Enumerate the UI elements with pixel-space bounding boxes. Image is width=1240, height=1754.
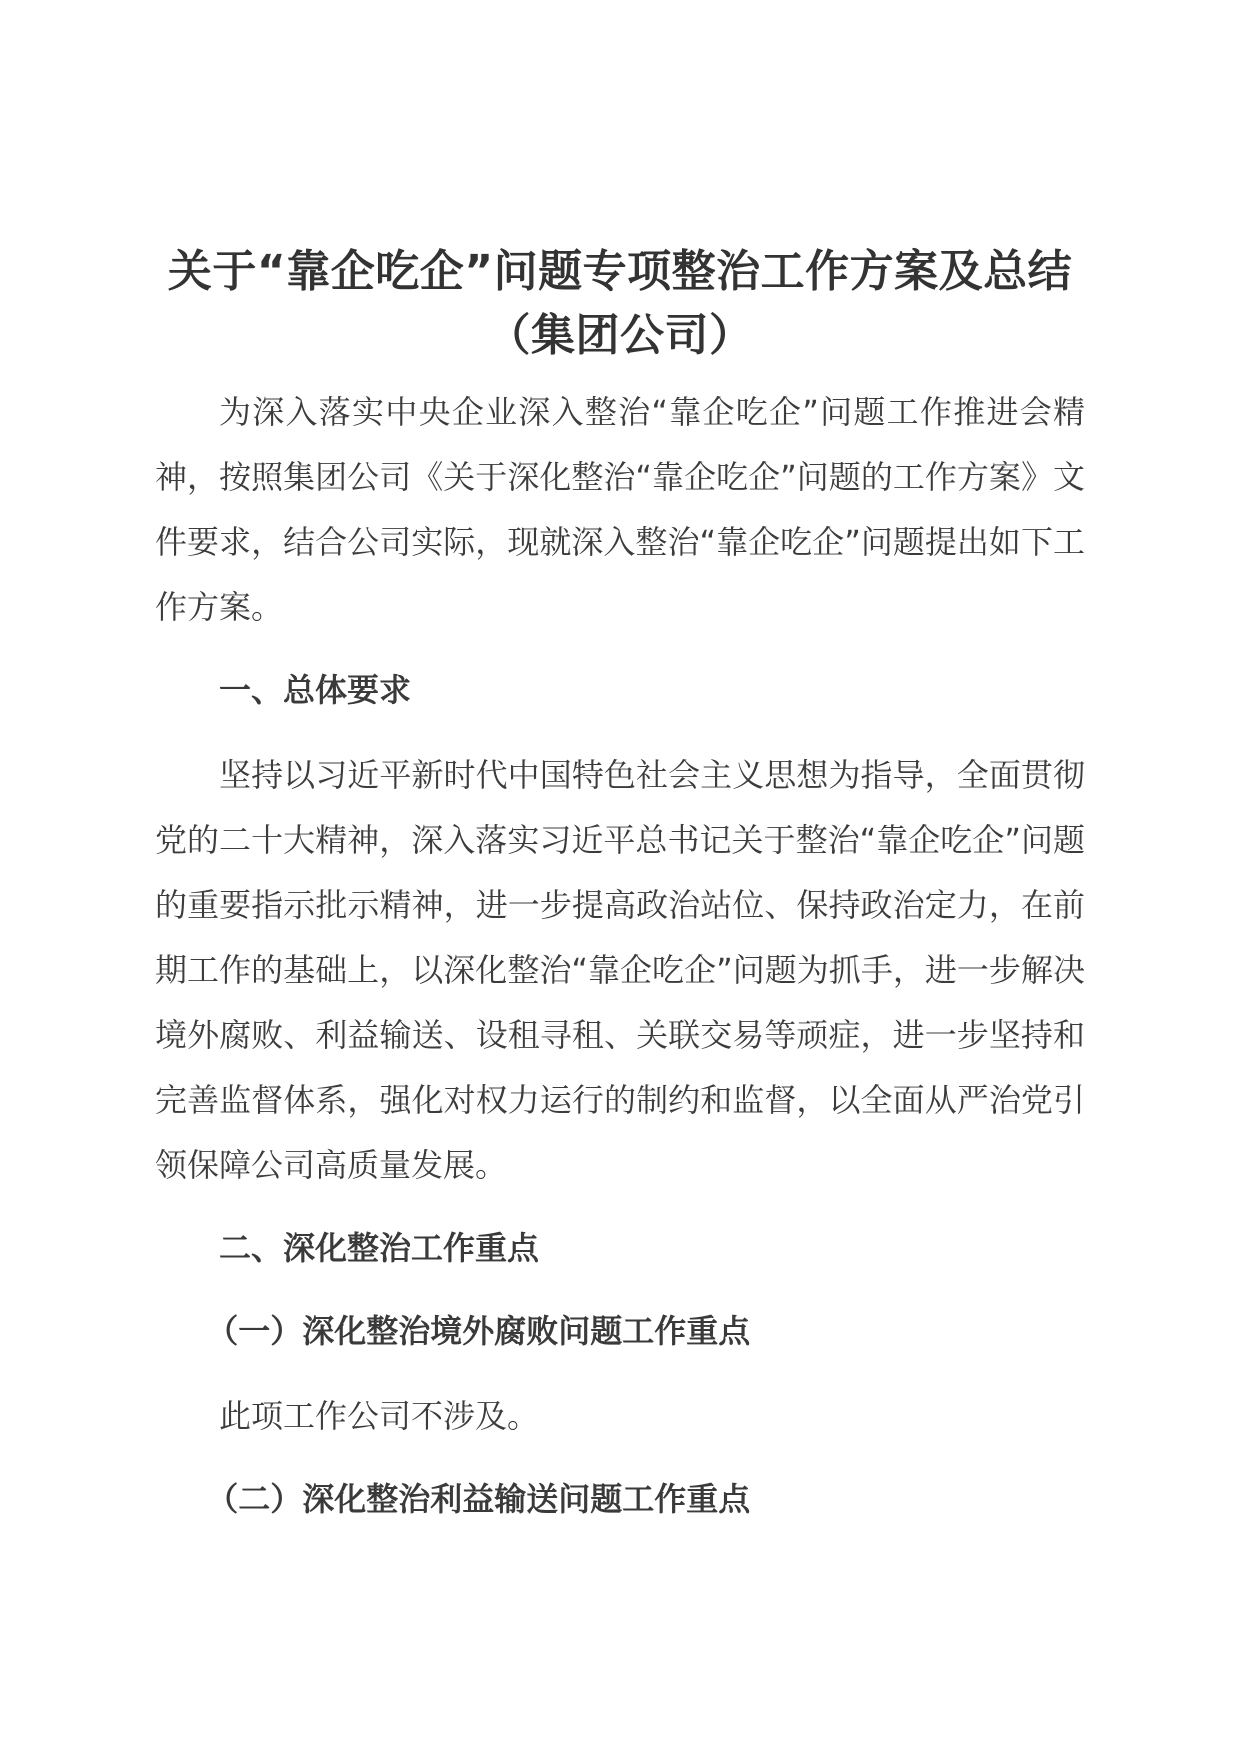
- general-requirements-paragraph: 坚持以习近平新时代中国特色社会主义思想为指导，全面贯彻党的二十大精神，深入落实习近平总书记关于整治“靠企吃企”问题的重要指示批示精神，进一步提高政治站位、保持政治定力，在前期工作的基础上，以深化整治“靠企吃企”问题为抓手，进一步解决境外腐败、利益输送、设租寻租、关联交易等顽症，进一步坚持和完善监督体系，强化对权力运行的制约和监督，以全面从严治党引领保障公司高质量发展。: [155, 756, 1085, 1184]
- subsection-heading-overseas-corruption: （一）深化整治境外腐败问题工作重点: [206, 1312, 751, 1350]
- intro-paragraph: 为深入落实中央企业深入整治“靠企吃企”问题工作推进会精神，按照集团公司《关于深化整治“靠企吃企”问题的工作方案》文件要求，结合公司实际，现就深入整治“靠企吃企”问题提出如下工作方案。: [155, 393, 1085, 626]
- document-body: [155, 240, 1085, 1532]
- overseas-corruption-paragraph: 此项工作公司不涉及。: [219, 1397, 540, 1435]
- subsection-heading-benefit-transfer: （二）深化整治利益输送问题工作重点: [206, 1480, 751, 1518]
- section-heading-general-requirements: 一、总体要求: [219, 671, 412, 709]
- section-heading-work-focus: 二、深化整治工作重点: [219, 1229, 540, 1267]
- document-title: 关于“靠企吃企”问题专项整治工作方案及总结（集团公司）: [167, 246, 1073, 361]
